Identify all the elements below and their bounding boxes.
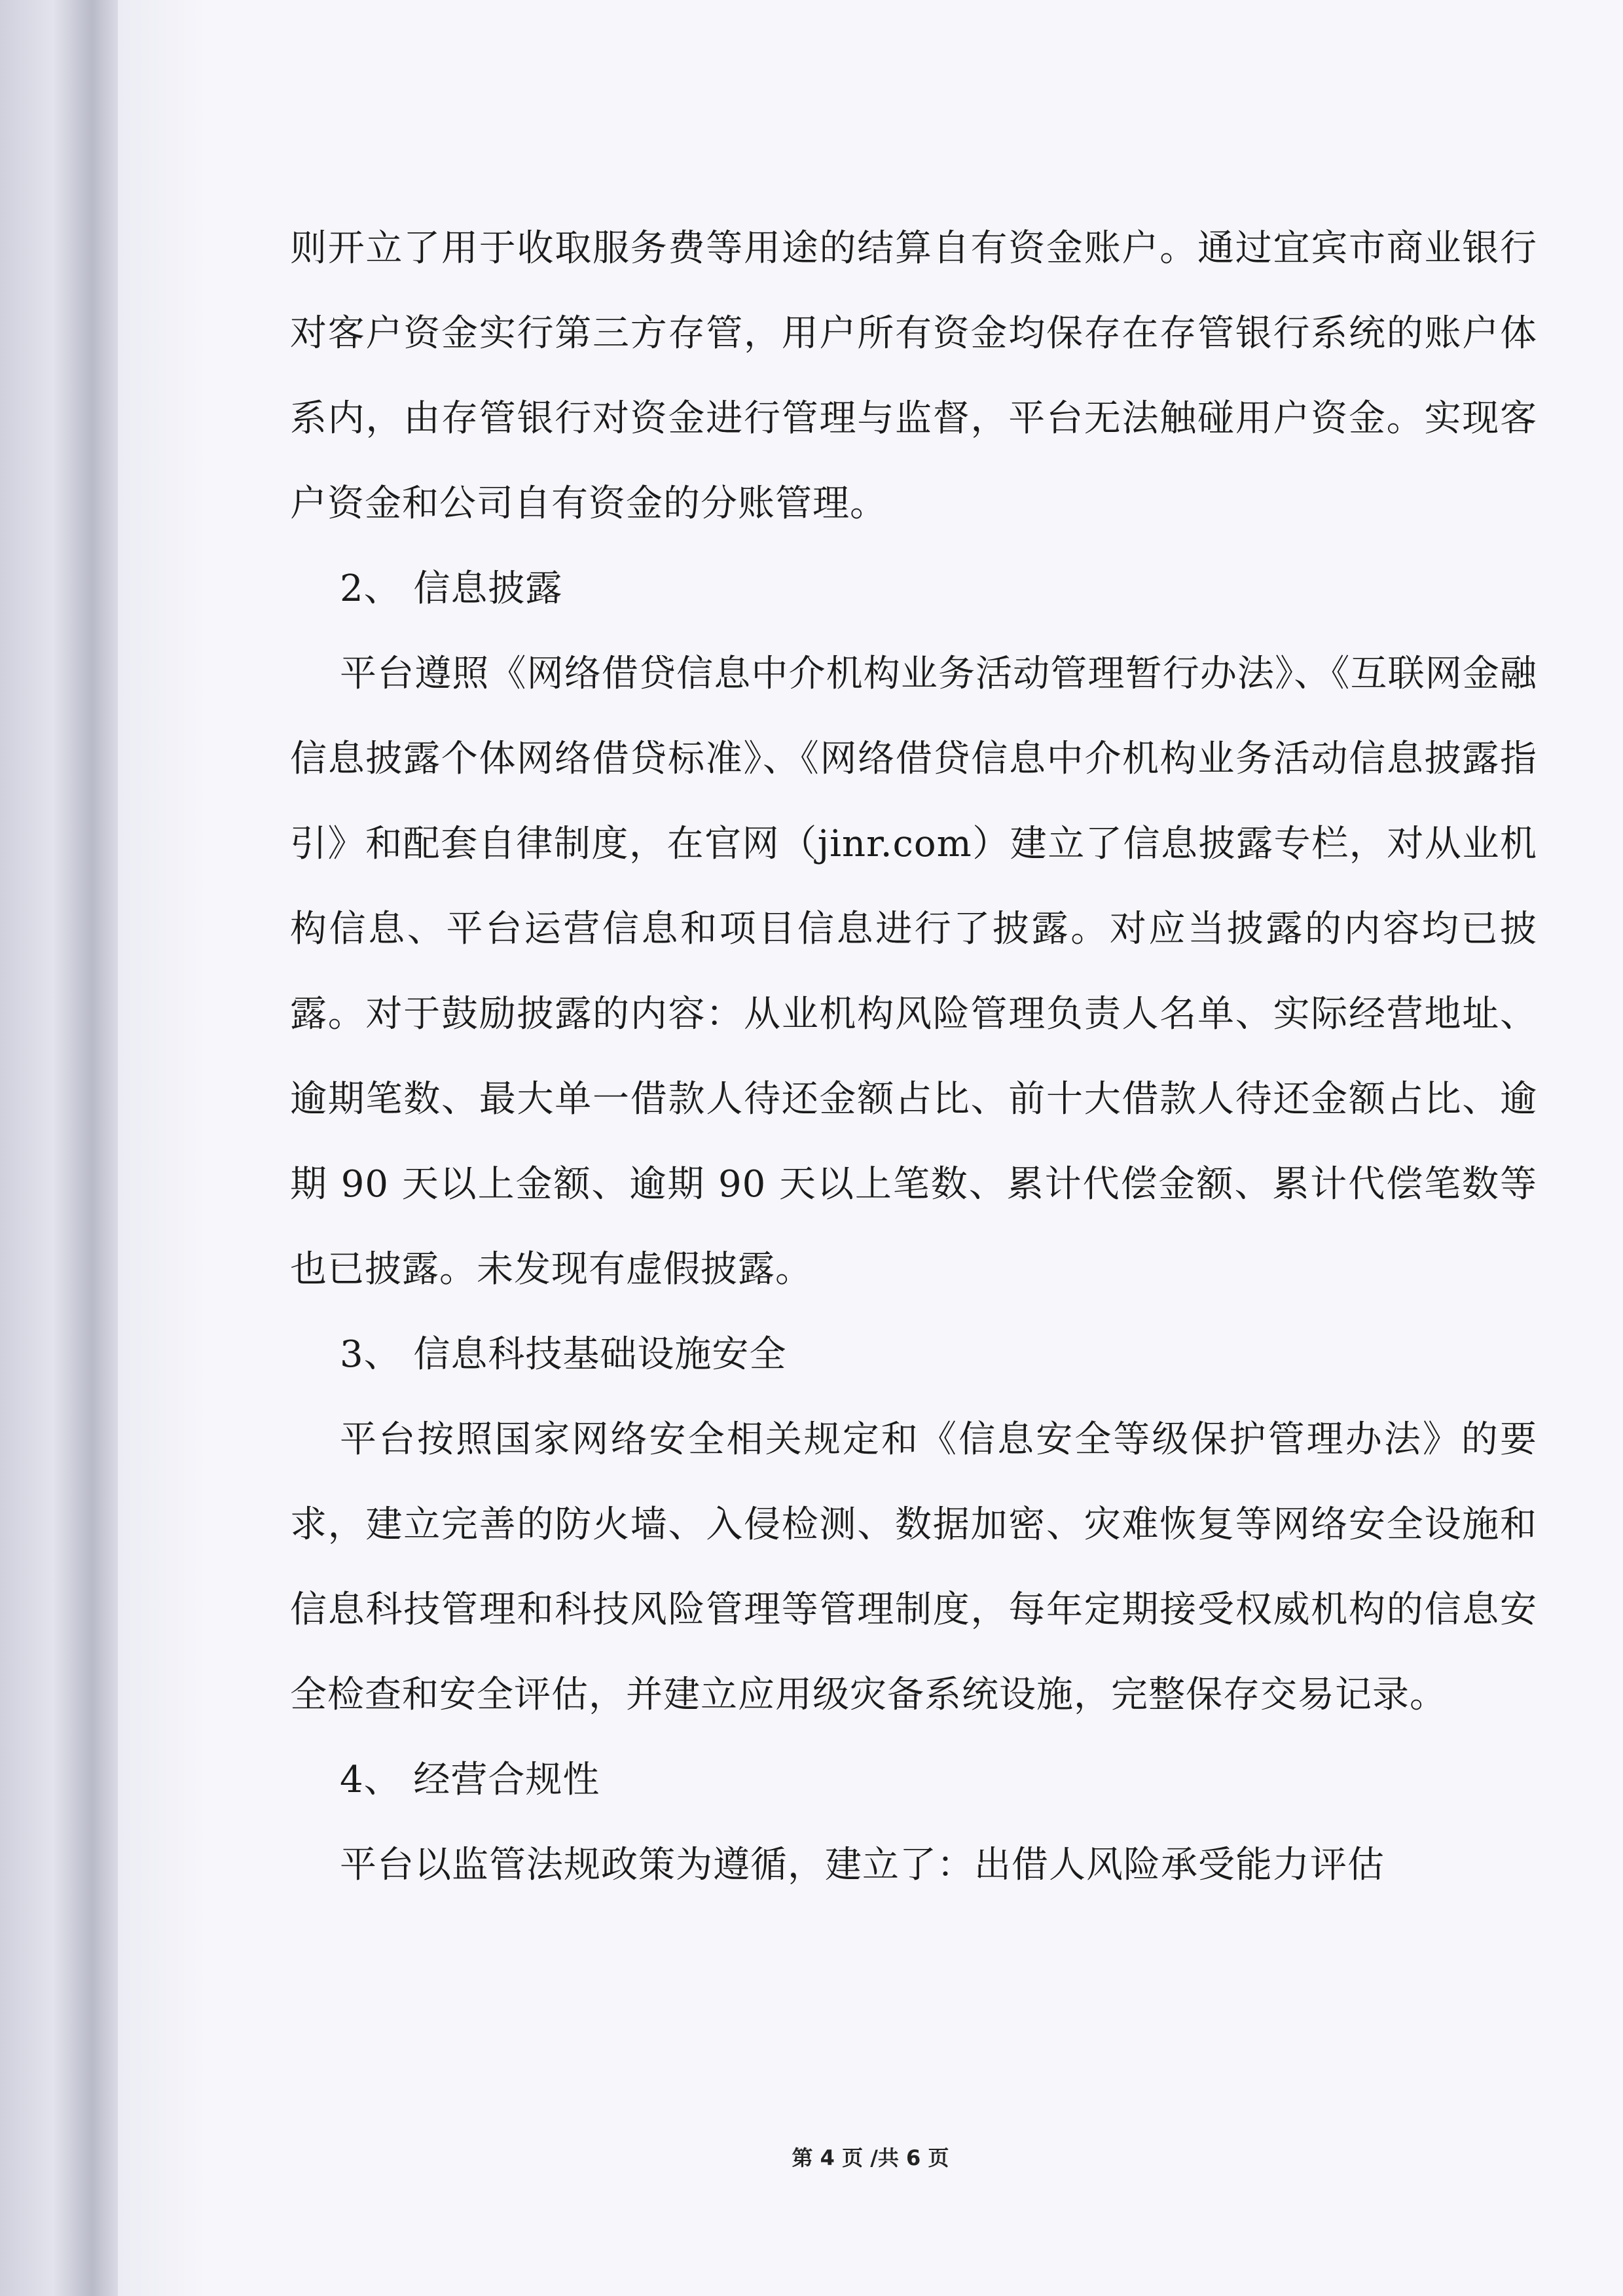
paragraph-it-security: 平台按照国家网络安全相关规定和《信息安全等级保护管理办法》的要求，建立完善的防火墙、入侵检测、数据加密、灾难恢复等网络安全设施和信息科技管理和科技风险管理等管理制度，每年定期接受权威机构的信息安全检查和安全评估，并建立应用级灾备系统设施，完整保存交易记录。 bbox=[290, 1418, 1537, 1716]
document-page bbox=[118, 0, 1623, 2296]
section-heading-info-disclosure: 2、 信息披露 bbox=[340, 567, 563, 610]
document-body bbox=[290, 206, 1537, 1908]
page-number-footer: 第 4 页 /共 6 页 bbox=[792, 2145, 949, 2170]
scan-binding-edge bbox=[0, 0, 118, 2296]
paragraph-account-management: 则开立了用于收取服务费等用途的结算自有资金账户。通过宜宾市商业银行对客户资金实行第三方存管，用户所有资金均保存在存管银行系统的账户体系内，由存管银行对资金进行管理与监督，平台无法触碰用户资金。实现客户资金和公司自有资金的分账管理。 bbox=[290, 227, 1537, 525]
section-heading-it-security: 3、 信息科技基础设施安全 bbox=[340, 1333, 787, 1376]
section-heading-compliance: 4、 经营合规性 bbox=[340, 1759, 600, 1801]
paragraph-compliance: 平台以监管法规政策为遵循，建立了：出借人风险承受能力评估 bbox=[340, 1844, 1385, 1886]
paragraph-info-disclosure: 平台遵照《网络借贷信息中介机构业务活动管理暂行办法》、《互联网金融信息披露个体网络借贷标准》、《网络借贷信息中介机构业务活动信息披露指引》和配套自律制度，在官网（jinr.com）建立了信息披露专栏，对从业机构信息、平台运营信息和项目信息进行了披露。对应当披露的内容均已披露。对于鼓励披露的内容：从业机构风险管理负责人名单、实际经营地址、逾期笔数、最大单一借款人待还金额占比、前十大借款人待还金额占比、逾期 90 天以上金额、逾期 90 天以上笔数、累计代偿金额、累计代偿笔数等也已披露。未发现有虚假披露。 bbox=[290, 653, 1537, 1291]
